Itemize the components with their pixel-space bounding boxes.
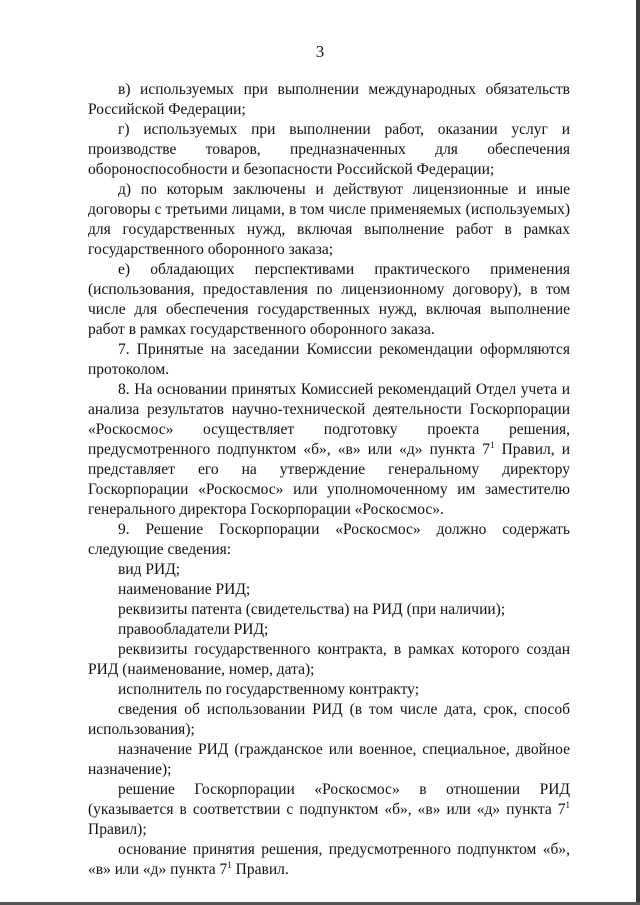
- paragraph-7: 7. Принятые на заседании Комиссии рекомендации оформляются протоколом.: [88, 341, 570, 378]
- field-basis-text-start: основание принятия решения, предусмотренного подпунктом «б», «в» или «д» пункта 7: [88, 841, 570, 878]
- field-basis-text-end: Правил.: [231, 861, 289, 878]
- paragraph-8-text-end: Правил, и представляет его на утверждение генеральному директору Госкорпорации «Роскосмос» или уполномоченному им заместителю генерального директора Госкорпорации «Роскосмос».: [88, 441, 571, 518]
- superscript: 1: [489, 440, 495, 450]
- page-number: 3: [315, 42, 325, 61]
- field-purpose: назначение РИД (гражданское или военное, специальное, двойное назначение);: [88, 741, 570, 778]
- field-type: вид РИД;: [118, 561, 181, 578]
- subitem-d: д) по которым заключены и действуют лицензионные и иные договоры с третьими лицами, в том числе применяемых (используемых) для государственных нужд, включая выполнение работ в рамках государственного оборонного заказа;: [88, 181, 570, 258]
- paragraph-8-text-start: 8. На основании принятых Комиссией рекомендаций Отдел учета и анализа результатов научно-технической деятельности Госкорпорации «Роскосмос» осуществляет подготовку проекта решения, предусмотренного подпунктом «б», «в» или «д» пункта 7: [88, 381, 570, 458]
- subitem-e: е) обладающих перспективами практического применения (использования, предоставления по лицензионному договору), в том числе для обеспечения государственных нужд, включая выполнение работ в рамках государственного оборонного заказа.: [88, 261, 570, 338]
- field-contract: реквизиты государственного контракта, в рамках которого создан РИД (наименование, номер, дата);: [88, 641, 570, 678]
- field-rightholders: правообладатели РИД;: [118, 621, 269, 638]
- scan-edge-right: [636, 0, 640, 905]
- field-name: наименование РИД;: [118, 581, 251, 598]
- field-basis: [88, 840, 570, 880]
- field-decision-text-start: решение Госкорпорации «Роскосмос» в отношении РИД (указывается в соответствии с подпунктом «б», «в» или «д» пункта 7: [88, 781, 570, 818]
- paragraph-8: [88, 380, 570, 520]
- field-patent: реквизиты патента (свидетельства) на РИД (при наличии);: [118, 601, 506, 618]
- field-usage: сведения об использовании РИД (в том числе дата, срок, способ использования);: [88, 701, 570, 738]
- paragraph-9: 9. Решение Госкорпорации «Роскосмос» должно содержать следующие сведения:: [88, 521, 570, 558]
- subitem-v: в) используемых при выполнении международных обязательств Российской Федерации;: [88, 81, 570, 118]
- superscript: 1: [227, 860, 232, 870]
- field-decision-text-end: Правил);: [88, 821, 147, 838]
- document-body: [88, 80, 570, 880]
- superscript: 1: [565, 800, 570, 810]
- field-decision: [88, 780, 570, 840]
- field-contractor: исполнитель по государственному контракту;: [118, 681, 420, 698]
- subitem-g: г) используемых при выполнении работ, оказании услуг и производстве товаров, предназначенных для обеспечения обороноспособности и безопасности Российской Федерации;: [88, 121, 570, 178]
